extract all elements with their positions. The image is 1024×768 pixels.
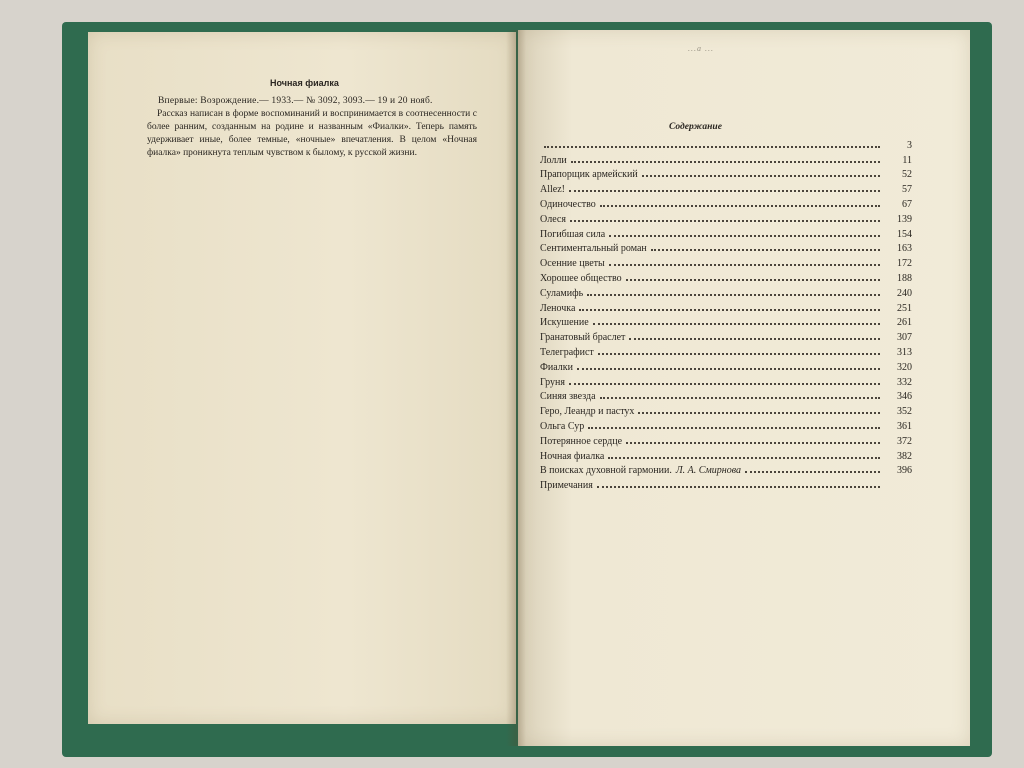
toc-page-number: 320: [897, 361, 912, 373]
toc-leader-dots: [570, 219, 880, 222]
toc-leader-dots: [597, 485, 880, 488]
toc-leader-dots: [569, 382, 880, 385]
toc-leader-dots: [642, 174, 880, 177]
toc-entry-title: Хорошее общество: [540, 272, 622, 284]
toc-leader-dots: [571, 160, 880, 163]
toc-entry-title: Примечания: [540, 480, 593, 492]
toc-leader-dots: [587, 293, 880, 296]
toc-leader-dots: [600, 396, 880, 399]
toc-page-number: 172: [897, 258, 912, 270]
toc-row: [540, 447, 912, 462]
toc-entry-title: В поисках духовной гармонии.: [540, 465, 672, 477]
toc-row: [540, 210, 912, 225]
toc-entry-title: Сентиментальный роман: [540, 243, 647, 255]
toc-leader-dots: [626, 278, 880, 281]
toc-row: [540, 254, 912, 269]
toc-entry-title: Allez!: [540, 184, 565, 196]
contents-title: Содержание: [669, 122, 722, 132]
toc-leader-dots: [598, 352, 880, 355]
toc-leader-dots: [544, 145, 880, 148]
toc-page-number: 332: [897, 376, 912, 388]
toc-row: [540, 373, 912, 388]
book-spine: [506, 30, 526, 746]
toc-row: [540, 358, 912, 373]
toc-row: [540, 462, 912, 477]
toc-leader-dots: [579, 308, 880, 311]
toc-row: [540, 388, 912, 403]
toc-leader-dots: [651, 248, 880, 251]
toc-page-number: 139: [897, 213, 912, 225]
toc-leader-dots: [609, 263, 880, 266]
toc-leader-dots: [593, 322, 880, 325]
toc-row: [540, 166, 912, 181]
toc-leader-dots: [588, 426, 880, 429]
toc-leader-dots: [626, 441, 880, 444]
toc-leader-dots: [745, 470, 880, 473]
toc-row: [540, 432, 912, 447]
toc-row: [540, 240, 912, 255]
toc-row: [540, 476, 912, 491]
toc-row: [540, 328, 912, 343]
toc-page-number: 3: [907, 139, 912, 151]
toc-row: [540, 195, 912, 210]
toc-row: [540, 136, 912, 151]
toc-leader-dots: [608, 456, 880, 459]
toc-page-number: 11: [902, 154, 912, 166]
toc-row: [540, 269, 912, 284]
toc-entry-title: Лолли: [540, 154, 567, 166]
toc-page-number: 361: [897, 420, 912, 432]
toc-entry-title: Фиалки: [540, 361, 573, 373]
toc-page-number: 396: [897, 465, 912, 477]
toc-entry-title: Прапорщик армейский: [540, 169, 638, 181]
toc-leader-dots: [638, 411, 880, 414]
toc-entry-title: Погибшая сила: [540, 228, 606, 240]
toc-leader-dots: [600, 204, 880, 207]
toc-entry-title: Одиночество: [540, 198, 596, 210]
toc-page-number: 154: [897, 228, 912, 240]
toc-row: [540, 402, 912, 417]
toc-entry-title: Ночная фиалка: [540, 450, 605, 462]
toc-entry-title: Леночка: [540, 302, 576, 314]
toc-entry-title: Суламифь: [540, 287, 584, 299]
toc-page-number: 307: [897, 332, 912, 344]
toc-leader-dots: [577, 367, 880, 370]
toc-entry-title: Осенние цветы: [540, 258, 605, 270]
toc-row: [540, 180, 912, 195]
toc-page-number: 372: [897, 435, 912, 447]
pencil-mark: ...а ...: [688, 44, 714, 53]
table-of-contents: [540, 136, 912, 491]
toc-page-number: 346: [897, 391, 912, 403]
toc-entry-author: Л. А. Смирнова: [675, 465, 742, 477]
toc-entry-title: Ольга Сур: [540, 420, 585, 432]
toc-page-number: 67: [902, 198, 912, 210]
toc-page-number: 251: [897, 302, 912, 314]
toc-page-number: 261: [897, 317, 912, 329]
toc-entry-title: Геро, Леандр и пастух: [540, 406, 635, 418]
toc-leader-dots: [569, 189, 880, 192]
toc-page-number: 313: [897, 346, 912, 358]
toc-page-number: 352: [897, 406, 912, 418]
toc-leader-dots: [609, 234, 880, 237]
toc-row: [540, 284, 912, 299]
toc-row: [540, 151, 912, 166]
toc-entry-title: Искушение: [540, 317, 589, 329]
toc-entry-title: Потерянное сердце: [540, 435, 623, 447]
toc-page-number: 188: [897, 272, 912, 284]
commentary-text: Рассказ написан в форме воспоминаний и воспринимается в соотнесенности с более ранним, созданным на родине и названным «Фиалки». Теперь память удерживает иные, более темные, «ночные» впечатления. В целом «Ночная фиалка» проникнута теплым чувством к былому, к русской жизни.: [147, 109, 477, 158]
toc-page-number: 163: [897, 243, 912, 255]
toc-entry-title: Гранатовый браслет: [540, 332, 626, 344]
toc-entry-title: Синяя звезда: [540, 391, 596, 403]
toc-page-number: 240: [897, 287, 912, 299]
left-page-title: Ночная фиалка: [270, 78, 339, 88]
toc-page-number: 57: [902, 184, 912, 196]
toc-page-number: 52: [902, 169, 912, 181]
toc-row: [540, 343, 912, 358]
toc-row: [540, 417, 912, 432]
toc-row: [540, 225, 912, 240]
toc-entry-title: Груня: [540, 376, 565, 388]
toc-entry-title: Олеся: [540, 213, 566, 225]
toc-row: [540, 314, 912, 329]
first-published-note: Впервые: Возрождение.— 1933.— № 3092, 3093.— 19 и 20 нояб.: [158, 96, 433, 106]
toc-entry-title: Телеграфист: [540, 346, 594, 358]
toc-page-number: 382: [897, 450, 912, 462]
toc-row: [540, 299, 912, 314]
toc-leader-dots: [629, 337, 880, 340]
